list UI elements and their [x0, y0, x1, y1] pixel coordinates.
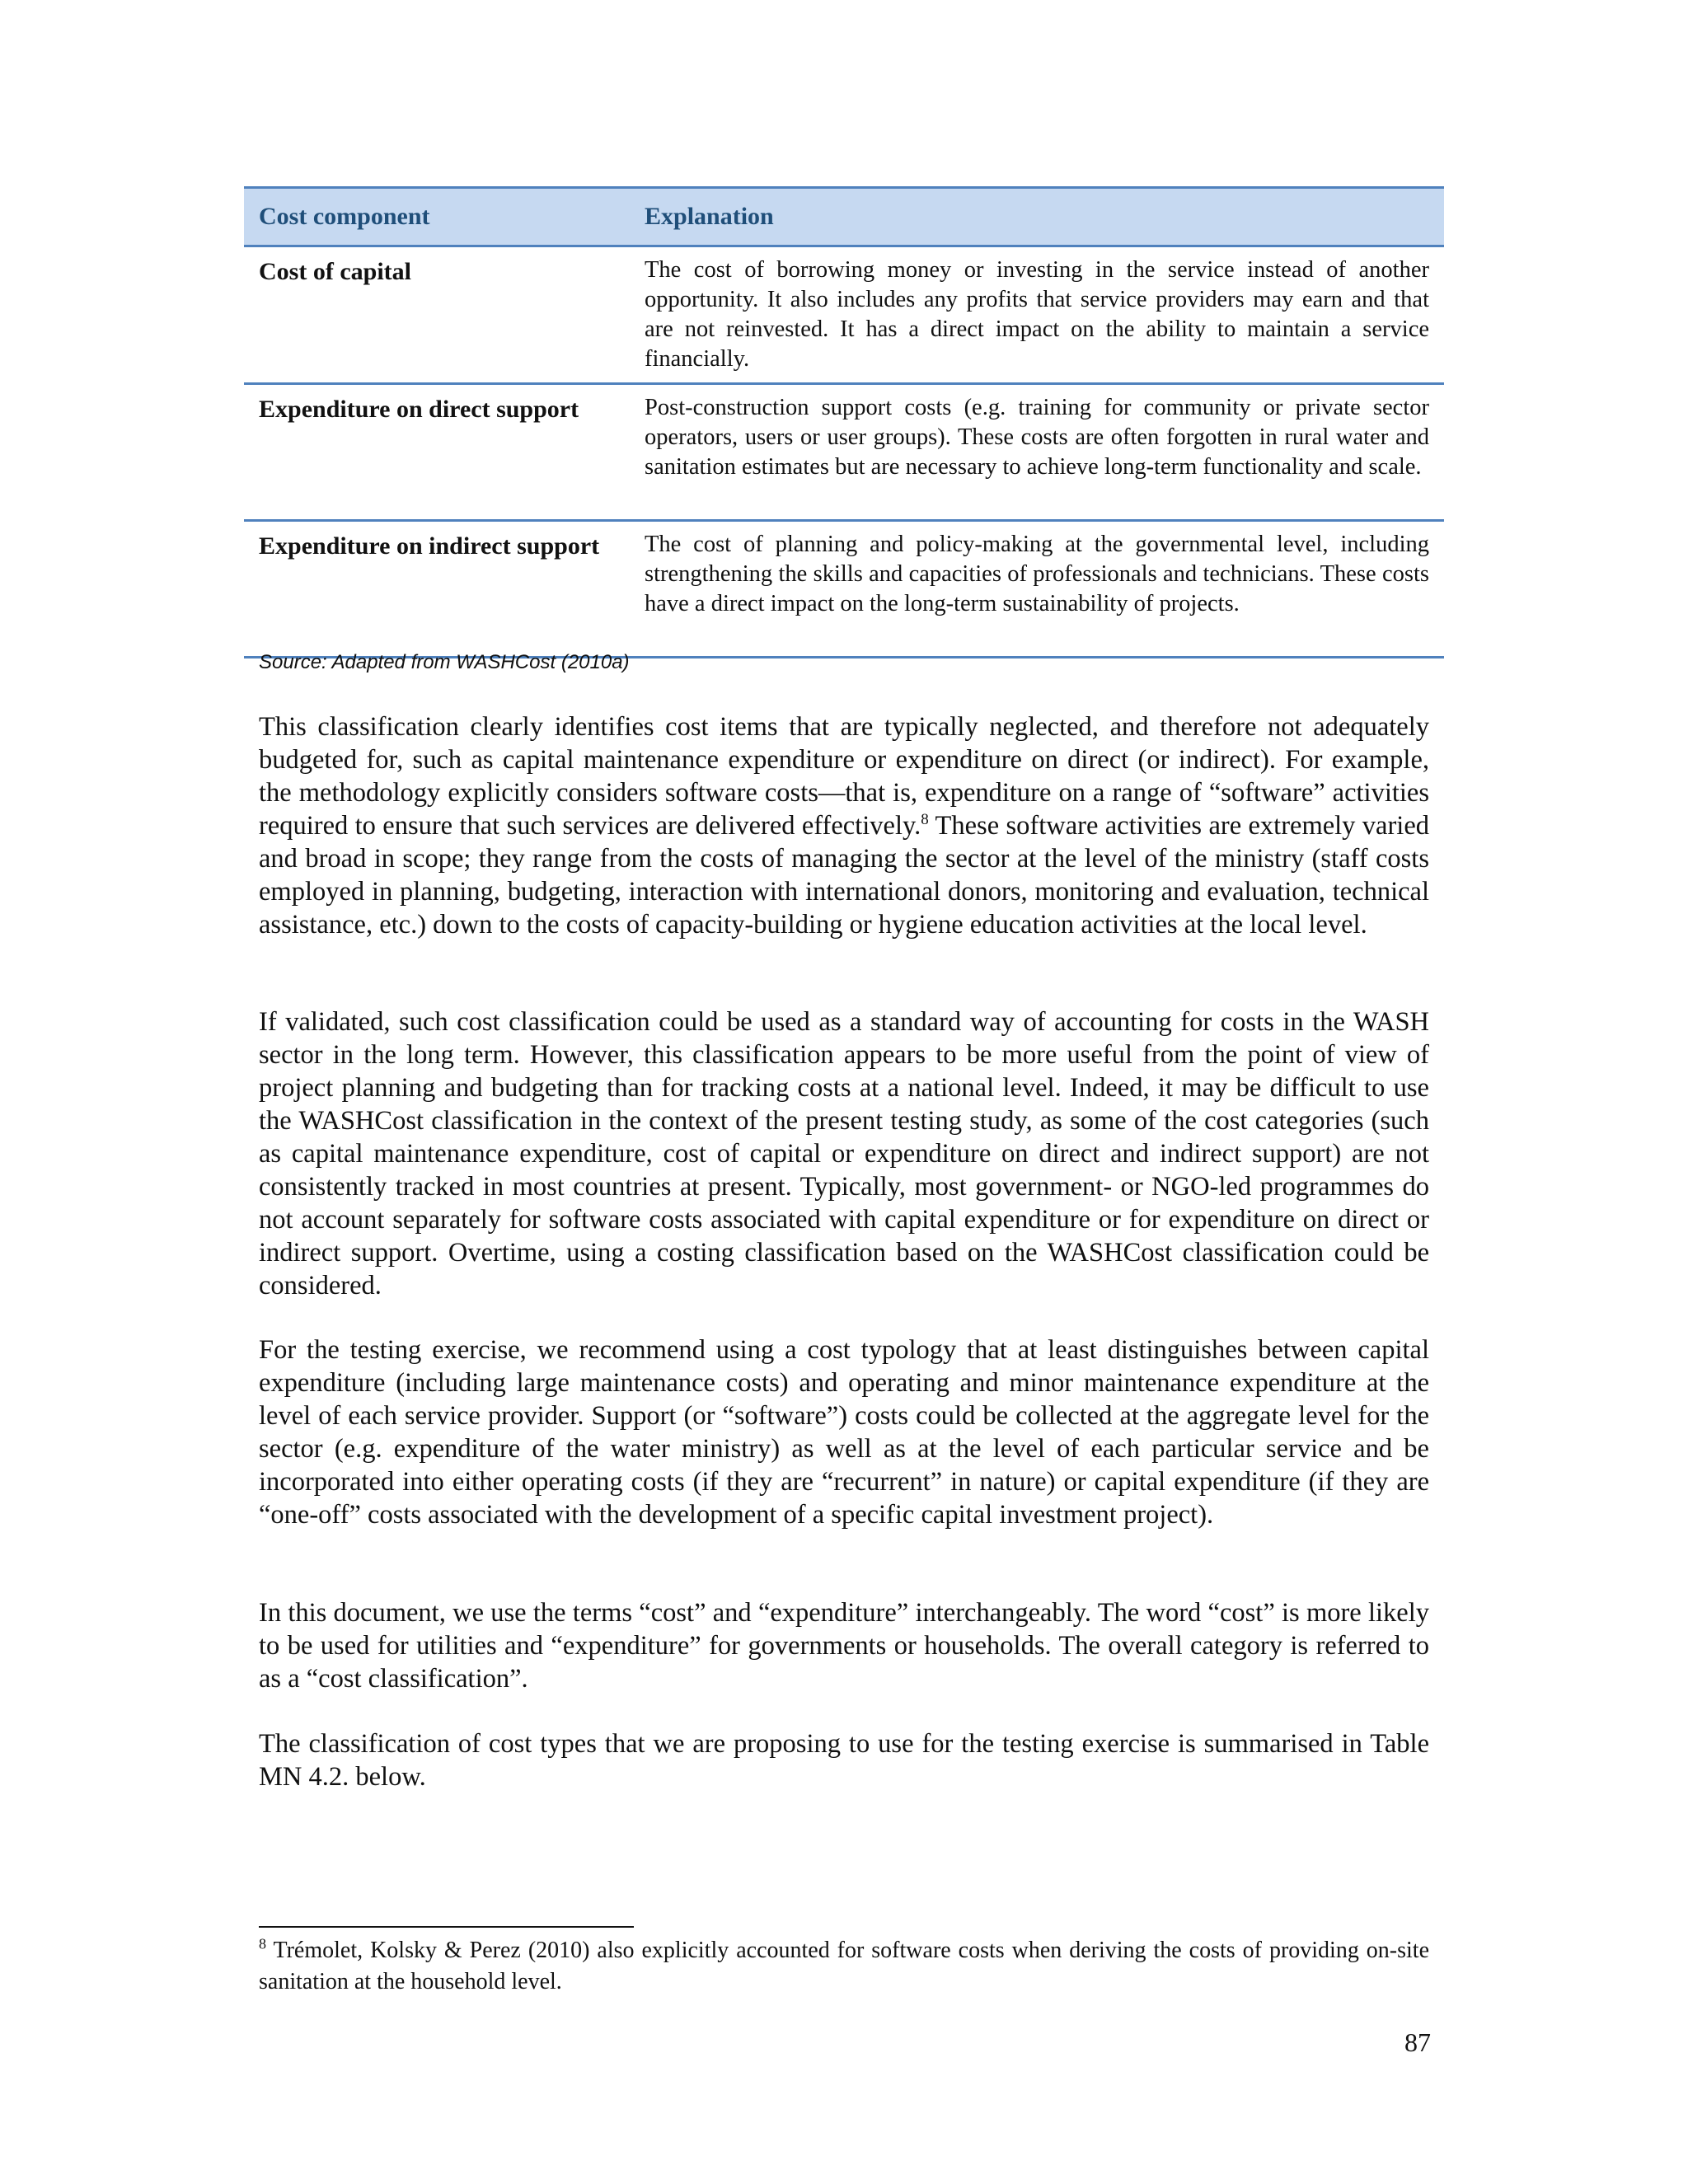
- header-cost-component: Cost component: [244, 188, 630, 246]
- table-row: [244, 384, 1444, 521]
- row-explanation: The cost of borrowing money or investing in the service instead of another opportunity. It also includes any profits that service providers may earn and that are not reinvested. It has a direct impact on the ability to maintain a service financially.: [630, 246, 1444, 384]
- table-source-note: Source: Adapted from WASHCost (2010a): [259, 651, 630, 673]
- header-explanation: Explanation: [630, 188, 1444, 246]
- paragraph-terminology: In this document, we use the terms “cost” and “expenditure” interchangeably. The word “cost” is more likely to be used for utilities and “expenditure” for governments or households. The overall category is referred to as a “cost classification”.: [259, 1598, 1429, 1694]
- row-component: Expenditure on indirect support: [244, 521, 630, 658]
- footnote-number: 8: [259, 1935, 266, 1952]
- table-row: [244, 521, 1444, 658]
- cost-component-table: [244, 186, 1444, 658]
- paragraph-validation: If validated, such cost classification could be used as a standard way of accounting for costs in the WASH sector in the long term. However, this classification appears to be more useful from the point of view of project planning and budgeting than for tracking costs at a national level. Indeed, it may be difficult to use the WASHCost classification in the context of the present testing study, as some of the cost categories (such as capital maintenance expenditure, cost of capital or expenditure on direct and indirect support) are not consistently tracked in most countries at present. Typically, most government- or NGO-led programmes do not account separately for software costs associated with capital expenditure or for expenditure on direct or indirect support. Overtime, using a costing classification based on the WASHCost classification could be considered.: [259, 1007, 1429, 1301]
- table-row: [244, 246, 1444, 384]
- paragraph-testing-exercise: For the testing exercise, we recommend using a cost typology that at least distinguishes between capital expenditure (including large maintenance costs) and operating and minor maintenance expenditure at the level of each service provider. Support (or “software”) costs could be collected at the aggregate level for the sector (e.g. expenditure of the water ministry) as well as at the level of each particular service and be incorporated into either operating costs (if they are “recurrent” in nature) or capital expenditure (if they are “one-off” costs associated with the development of a specific capital investment project).: [259, 1335, 1429, 1530]
- table-header-row: [244, 188, 1444, 246]
- paragraph-text: These software activities are extremely varied and broad in scope; they range from the costs of managing the sector at the level of the ministry (staff costs employed in planning, budgeting, interaction with international donors, monitoring and evaluation, technical assistance, etc.) down to the costs of capacity-building or hygiene education activities at the local level.: [259, 811, 1429, 940]
- footnote: [259, 1935, 1429, 1998]
- row-explanation: The cost of planning and policy-making at the governmental level, including strengthening the skills and capacities of professionals and technicians. These costs have a direct impact on the long-term sustainability of projects.: [630, 521, 1444, 658]
- row-component: Cost of capital: [244, 246, 630, 384]
- paragraph-classification: [259, 710, 1429, 941]
- footnote-reference[interactable]: 8: [921, 811, 929, 829]
- paragraph-summary-reference: The classification of cost types that we are proposing to use for the testing exercise is summarised in Table MN 4.2. below.: [259, 1729, 1429, 1792]
- row-explanation: Post-construction support costs (e.g. training for community or private sector operators, users or user groups). These costs are often forgotten in rural water and sanitation estimates but are necessary to achieve long-term functionality and scale.: [630, 384, 1444, 521]
- paragraph-text: This classification clearly identifies cost items that are typically neglected, and therefore not adequately budgeted for, such as capital maintenance expenditure or expenditure on direct (or indirect). For example, the methodology explicitly considers software costs—that is, expenditure on a range of “software” activities required to ensure that such services are delivered effectively.: [259, 712, 1429, 841]
- row-component: Expenditure on direct support: [244, 384, 630, 521]
- footnote-text: Trémolet, Kolsky & Perez (2010) also explicitly accounted for software costs when deriving the costs of providing on-site sanitation at the household level.: [259, 1938, 1429, 1994]
- page-number: 87: [1404, 2027, 1431, 2057]
- footnote-divider: [259, 1926, 634, 1928]
